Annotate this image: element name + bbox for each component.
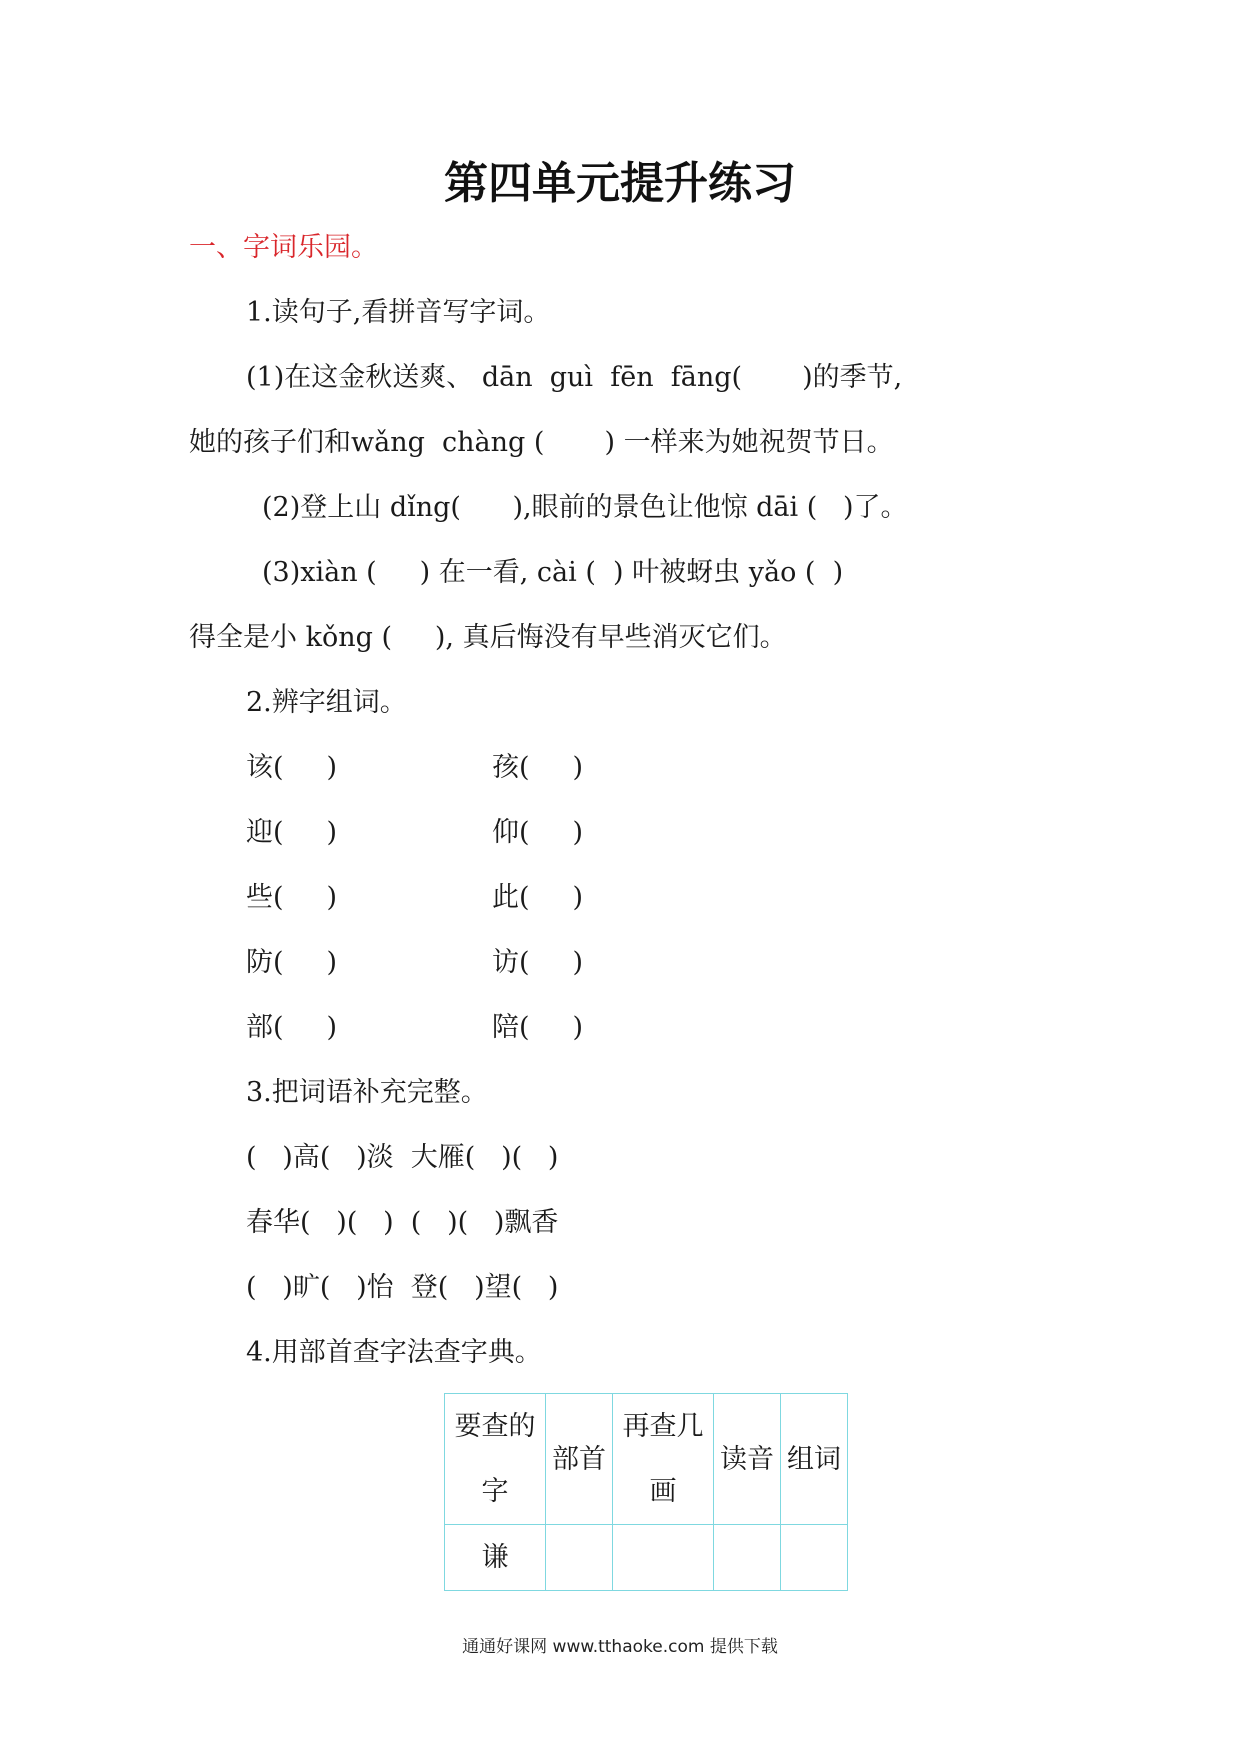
- word-pair-item: 些( ): [246, 882, 337, 913]
- table-row: [445, 1525, 848, 1591]
- dictionary-lookup-table: [444, 1393, 848, 1591]
- word-pair-item: 迎( ): [246, 817, 337, 848]
- footer-text: 通通好课网 www.tthaoke.com 提供下载: [462, 1637, 778, 1657]
- question-1-sentence-2: (2)登上山 dǐng( ),眼前的景色让他惊 dāi ( )了。: [262, 492, 908, 523]
- header-cell-pronunciation: 读音: [714, 1394, 781, 1525]
- word-pair-item: 访( ): [492, 947, 583, 978]
- question-2-heading: 2.辨字组词。: [246, 687, 407, 718]
- header-cell-word: 组词: [781, 1394, 848, 1525]
- header-cell-char: 要查的字: [445, 1394, 546, 1525]
- cell-pronunciation[interactable]: [714, 1525, 781, 1591]
- idiom-line: ( )旷( )怡 登( )望( ): [246, 1272, 559, 1303]
- question-3-heading: 3.把词语补充完整。: [246, 1077, 488, 1108]
- header-cell-strokes: 再查几画: [613, 1394, 714, 1525]
- cell-radical[interactable]: [546, 1525, 613, 1591]
- question-1-sentence-1-line-1: (1)在这金秋送爽、 dān guì fēn fāng( )的季节,: [246, 362, 903, 393]
- page-title: 第四单元提升练习: [444, 158, 796, 209]
- question-1-sentence-1-line-2: 她的孩子们和wǎng chàng ( ) 一样来为她祝贺节日。: [189, 427, 894, 458]
- word-pair-item: 陪( ): [492, 1012, 583, 1043]
- word-pair-item: 仰( ): [492, 817, 583, 848]
- question-4-heading: 4.用部首查字法查字典。: [246, 1337, 542, 1368]
- table-header-row: [445, 1394, 848, 1525]
- cell-char: 谦: [445, 1525, 546, 1591]
- idiom-line: ( )高( )淡 大雁( )( ): [246, 1142, 559, 1173]
- cell-strokes[interactable]: [613, 1525, 714, 1591]
- section-heading: 一、字词乐园。: [189, 232, 378, 263]
- word-pair-item: 该( ): [246, 752, 337, 783]
- header-cell-radical: 部首: [546, 1394, 613, 1525]
- word-pair-item: 此( ): [492, 882, 583, 913]
- question-1-sentence-3-line-2: 得全是小 kǒng ( ), 真后悔没有早些消灭它们。: [189, 622, 787, 653]
- word-pair-item: 防( ): [246, 947, 337, 978]
- word-pair-item: 部( ): [246, 1012, 337, 1043]
- question-1-heading: 1.读句子,看拼音写字词。: [246, 297, 551, 328]
- idiom-line: 春华( )( ) ( )( )飘香: [246, 1207, 559, 1238]
- word-pair-item: 孩( ): [492, 752, 583, 783]
- question-1-sentence-3-line-1: (3)xiàn ( ) 在一看, cài ( ) 叶被蚜虫 yǎo ( ): [262, 557, 844, 588]
- cell-word[interactable]: [781, 1525, 848, 1591]
